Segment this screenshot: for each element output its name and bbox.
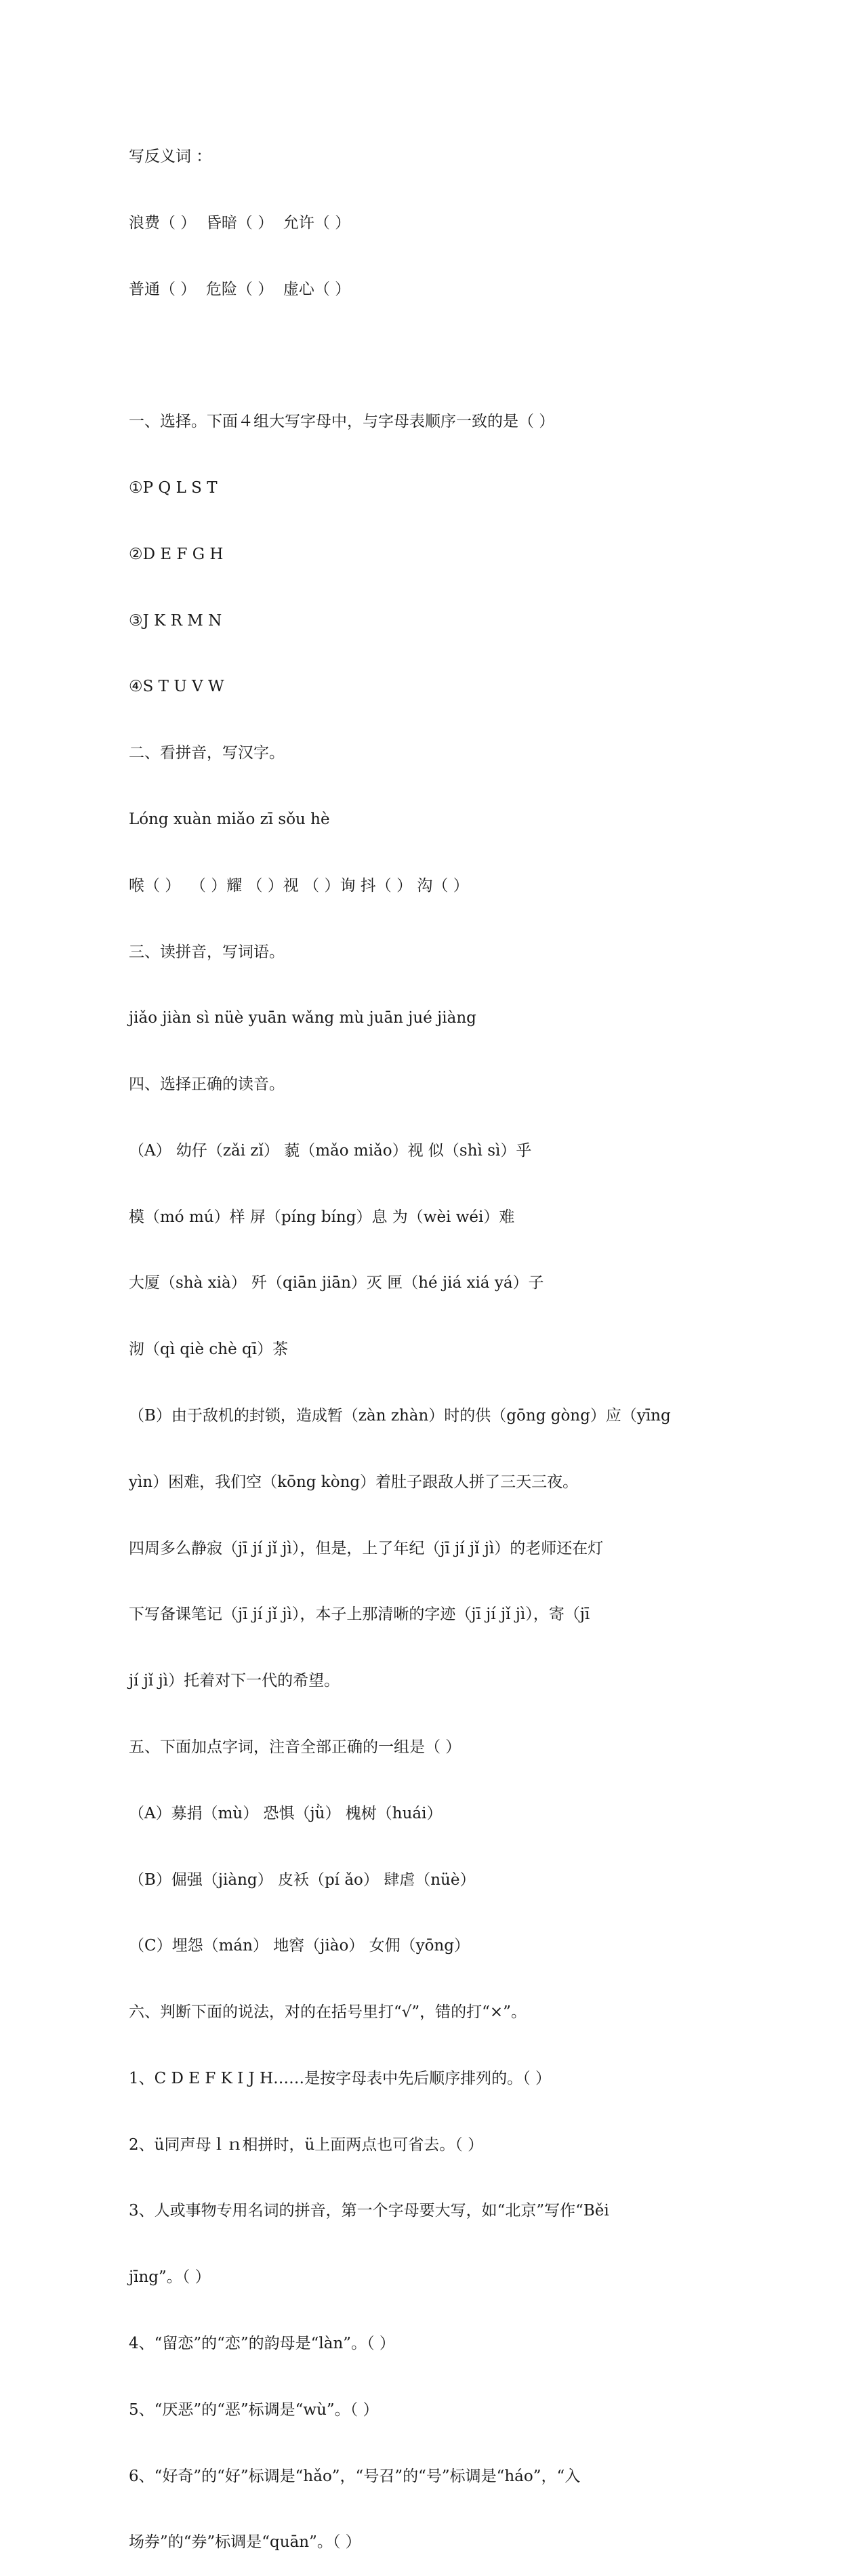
reading-a-line-3: 大厦（shà xià） 歼（qiān jiān）灭 匣（hé jiá xiá yá）子 [129, 1274, 544, 1292]
reading-c-line-1: 四周多么静寂（jī jí jǐ jì），但是，上了年纪（jī jí jǐ jì）的老师还在灯 [129, 1539, 604, 1557]
judge-item-6-line-2: 场券”的“券”标调是“quān”。（ ） [129, 2533, 361, 2552]
reading-a-line-1: （A） 幼仔（zǎi zǐ） 藐（mǎo miǎo）视 似（shì sì）乎 [129, 1141, 532, 1160]
antonym-row-1: 浪费（ ） 昏暗（ ） 允许（ ） [129, 213, 351, 232]
document-body [129, 102, 725, 2576]
section-1-heading: 一、选择。下面４组大写字母中，与字母表顺序一致的是（ ） [129, 413, 555, 431]
judge-item-3-line-1: 3、人或事物专用名词的拼音，第一个字母要大写，如“北京”写作“Běi [129, 2202, 609, 2220]
reading-a-line-2: 模（mó mú）样 屏（píng bíng）息 为（wèi wéi）难 [129, 1208, 515, 1226]
antonym-heading: 写反义词 ： [129, 148, 212, 166]
choice-option-4: ④S T U V W [129, 678, 224, 696]
choice-option-3: ③J K R M N [129, 611, 222, 630]
reading-c-line-2: 下写备课笔记（jī jí jǐ jì），本子上那清晰的字迹（jī jí jǐ jì），寄（jī [129, 1606, 590, 1624]
option-c: （C）埋怨（mán） 地窖（jiào） 女佣（yōng） [129, 1937, 470, 1955]
reading-b-line-1: （B）由于敌机的封锁，造成暂（zàn zhàn）时的供（gōng gòng）应（yīng [129, 1407, 671, 1425]
section-2-heading: 二、看拼音，写汉字。 [129, 744, 285, 762]
reading-c-line-3: jí jǐ jì）托着对下一代的希望。 [129, 1672, 340, 1690]
antonym-row-2: 普通（ ） 危险（ ） 虚心（ ） [129, 280, 351, 298]
hanzi-blanks-row: 喉（ ） （ ）耀 （ ）视 （ ）询 抖（ ） 沟（ ） [129, 876, 469, 895]
judge-item-2: 2、ü同声母ｌｎ相拼时，ü上面两点也可省去。（ ） [129, 2135, 484, 2154]
judge-item-5: 5、“厌恶”的“恶”标调是“wù”。（ ） [129, 2400, 379, 2419]
judge-item-6-line-1: 6、“好奇”的“好”标调是“hǎo”，“号召”的“号”标调是“háo”，“入 [129, 2467, 581, 2485]
section-5-heading: 五、下面加点字词，注音全部正确的一组是（ ） [129, 1738, 461, 1756]
choice-option-2: ②D E F G H [129, 545, 224, 563]
pinyin-words-row: jiǎo jiàn sì nüè yuān wǎng mù juān jué jiàng [129, 1009, 476, 1027]
option-a: （A）募捐（mù） 恐惧（jǜ） 槐树（huái） [129, 1804, 443, 1822]
option-b: （B）倔强（jiàng） 皮袄（pí ǎo） 肆虐（nüè） [129, 1870, 476, 1889]
judge-item-4: 4、“留恋”的“恋”的韵母是“làn”。（ ） [129, 2334, 395, 2352]
reading-b-line-2: yìn）困难，我们空（kōng kòng）着肚子跟敌人拼了三天三夜。 [129, 1473, 579, 1491]
judge-item-3-line-2: jīng”。（ ） [129, 2268, 211, 2287]
blank-line [129, 345, 725, 367]
judge-item-1: 1、C D E F K I J H……是按字母表中先后顺序排列的。（ ） [129, 2069, 551, 2087]
section-4-heading: 四、选择正确的读音。 [129, 1076, 285, 1094]
section-6-heading: 六、判断下面的说法，对的在括号里打“√”，错的打“×”。 [129, 2003, 527, 2022]
pinyin-row: Lóng xuàn miǎo zī sǒu hè [129, 811, 330, 828]
choice-option-1: ①P Q L S T [129, 479, 218, 497]
reading-a-line-4: 沏（qì qiè chè qī）茶 [129, 1341, 289, 1359]
section-3-heading: 三、读拼音，写词语。 [129, 943, 285, 961]
